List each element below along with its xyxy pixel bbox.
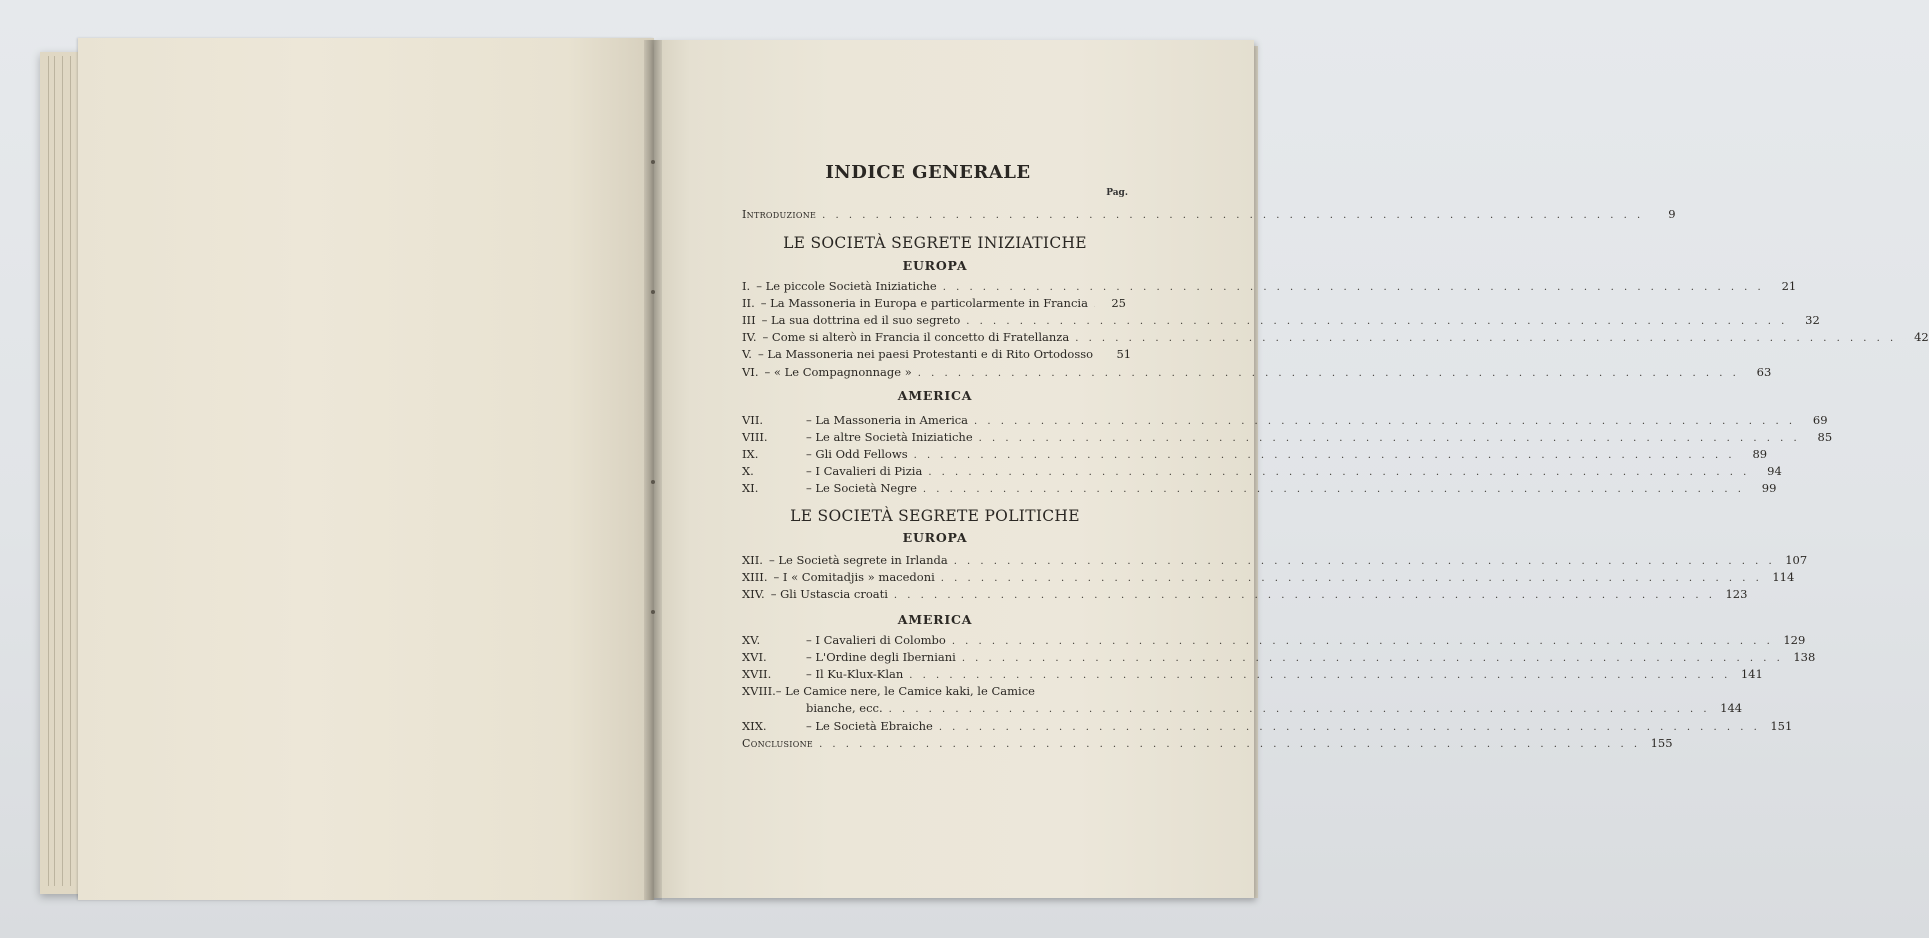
entry-page: 69 — [1812, 413, 1828, 427]
entry-page: 129 — [1783, 633, 1806, 647]
section-title: LE SOCIETÀ SEGRETE INIZIATICHE — [783, 234, 1087, 252]
left-blank-page — [78, 38, 654, 900]
dot-leader: . . . . . . . . . . . . . . . . . . . . . . . . . . . . . . . . . . . . . . . . . . . . . . . . . . . . . . . . . . . . . . — [909, 670, 1731, 682]
binding-stitch — [651, 290, 655, 294]
toc-entry — [742, 429, 1833, 445]
toc-entry-continued — [742, 683, 1126, 699]
entry-page: 107 — [1785, 553, 1808, 567]
toc-entry — [742, 632, 1806, 648]
entry-number: XVIII. — [742, 684, 776, 699]
entry-title: Introduzione — [742, 208, 817, 221]
entry-number: I. — [742, 279, 751, 293]
dot-leader: . . . . . . . . . . . . . . . . . . . . . . . . . . . . . . . . . . . . . . . . . . . . . . . . . . . . . . . . . . . . . . — [822, 210, 1644, 221]
binding-stitch — [651, 480, 655, 484]
entry-page: 32 — [1805, 313, 1820, 328]
entry-title: – La Massoneria nei paesi Protestanti e di Rito Ortodosso — [757, 347, 1094, 362]
entry-number: XV. — [742, 633, 761, 647]
entry-page: 25 — [1111, 296, 1126, 311]
entry-page: 141 — [1740, 667, 1763, 682]
entry-title: – Il Ku-Klux-Klan — [806, 667, 904, 682]
entry-title: – La sua dottrina ed il suo segreto — [761, 313, 961, 328]
entry-page: 89 — [1752, 447, 1768, 462]
entry-title: – Le altre Società Iniziatiche — [806, 430, 973, 445]
entry-page: 21 — [1781, 279, 1797, 293]
toc-entry — [742, 446, 1768, 462]
toc-entry — [742, 700, 1743, 716]
entry-page: 114 — [1772, 570, 1795, 585]
toc-entry — [742, 586, 1748, 602]
entry-number: XIII. — [742, 570, 768, 585]
entry-page: 9 — [1668, 207, 1676, 221]
entry-title: – Le Società Ebraiche — [806, 718, 933, 733]
dot-leader: . . . . . . . . . . . . . . . . . . . . . . . . . . . . . . . . . . . . . . . . . . . . . . . . . . . . . . . . . . . . . . — [819, 739, 1641, 750]
entry-number: XII. — [742, 553, 763, 567]
dot-leader: . . . . . . . . . . . . . . . . . . . . . . . . . . . . . . . . . . . . . . . . . . . . . . . . . . . . . . . . . . . . . . — [913, 450, 1736, 462]
dot-leader: . . . . . . . . . . . . . . . . . . . . . . . . . . . . . . . . . . . . . . . . . . . . . . . . . . . . . . . . . . . . . . — [953, 556, 1776, 567]
binding-stitch — [651, 160, 655, 164]
dot-leader: . . . . . . . . . . . . . . . . . . . . . . . . . . . . . . . . . . . . . . . . . . . . . . . . . . . . . . . . . . . . . . — [893, 590, 1716, 602]
entry-title: – I Cavalieri di Pizia — [806, 464, 923, 479]
dot-leader: . . . . . . . . . . . . . . . . . . . . . . . . . . . . . . . . . . . . . . . . . . . . . . . . . . . . . . . . . . . . . . — [942, 282, 1765, 293]
toc-entry — [742, 312, 1820, 328]
toc-entry — [742, 735, 1673, 751]
entry-number: X. — [742, 464, 754, 479]
toc-entry — [742, 480, 1777, 496]
toc-entry — [742, 364, 1772, 380]
section-title: LE SOCIETÀ SEGRETE POLITICHE — [790, 507, 1080, 525]
entry-number: II. — [742, 296, 755, 311]
region-heading: AMERICA — [897, 612, 973, 627]
entry-title: bianche, ecc. — [806, 701, 883, 716]
entry-title: – Le Società Negre — [806, 481, 917, 496]
entry-page: 63 — [1756, 364, 1772, 379]
entry-number: XVI. — [742, 650, 767, 665]
entry-title: – Le Società segrete in Irlanda — [768, 553, 948, 567]
entry-title: – « Le Compagnonnage » — [764, 364, 912, 379]
entry-title: – I Cavalieri di Colombo — [806, 633, 946, 647]
dot-leader: . . . . . . . . . . . . . . . . . . . . . . . . . . . . . . . . . . . . . . . . . . . . . . . . . . . . . . . . . . . . . . — [1075, 333, 1897, 345]
toc-entry — [742, 649, 1816, 665]
dot-leader: . . . . . . . . . . . . . . . . . . . . . . . . . . . . . . . . . . . . . . . . . . . . . . . . . . . . . . . . . . . . . . — [951, 636, 1774, 647]
dot-leader: . . . . . . . . . . . . . . . . . . . . . . . . . . . . . . . . . . . . . . . . . . . . . . . . . . . . . . . . . . . . . . — [978, 433, 1801, 445]
toc-entry — [742, 552, 1808, 568]
entry-number: XI. — [742, 481, 759, 496]
region-heading: EUROPA — [902, 530, 968, 545]
entry-page: 42 — [1914, 330, 1929, 345]
entry-title: – La Massoneria in America — [806, 413, 969, 427]
page-column-label: Pag. — [1106, 188, 1128, 198]
entry-page: 94 — [1767, 464, 1782, 479]
entry-number: VII. — [742, 413, 764, 427]
entry-title: – Come si alterò in Francia il concetto di Fratellanza — [762, 330, 1070, 345]
dot-leader: . . . . . . . . . . . . . . . . . . . . . . . . . . . . . . . . . . . . . . . . . . . . . . . . . . . . . . . . . . . . . . — [917, 367, 1740, 379]
book-gutter — [644, 40, 662, 900]
dot-leader: . . . . . . . . . . . . . . . . . . . . . . . . . . . . . . . . . . . . . . . . . . . . . . . . . . . . . . . . . . . . . . — [966, 316, 1788, 328]
toc-entry — [742, 206, 1676, 222]
toc-title: INDICE GENERALE — [825, 162, 1031, 183]
entry-page: 155 — [1650, 736, 1673, 750]
dot-leader: . . . . . . . . . . . . . . . . . . . . . . . . . . . . . . . . . . . . . . . . . . . . . . . . . . . . . . . . . . . . . . — [888, 704, 1711, 716]
binding-stitch — [651, 610, 655, 614]
entry-number: V. — [742, 347, 752, 362]
toc-entry — [742, 346, 1132, 362]
entry-title: – Gli Odd Fellows — [806, 447, 908, 462]
dot-leader: . . . . . . . . . . . . . . . . . . . . . . . . . . . . . . . . . . . . . . . . . . . . . . . . . . . . . . . . . . . . . . — [974, 416, 1796, 427]
entry-page: 85 — [1817, 430, 1833, 445]
entry-page: 99 — [1761, 481, 1777, 496]
entry-title: – Le Camice nere, le Camice kaki, le Camice — [775, 684, 1035, 699]
entry-title: – La Massoneria in Europa e particolarmente in Francia — [760, 296, 1088, 311]
entry-page: 151 — [1770, 718, 1793, 733]
entry-page: 51 — [1116, 347, 1132, 362]
toc-entry — [742, 463, 1782, 479]
entry-title: Conclusione — [742, 737, 814, 750]
dot-leader: . . . . . . . . . . . . . . . . . . . . . . . . . . . . . . . . . . . . . . . . . . . . . . . . . . . . . . . . . . . . . . — [922, 484, 1745, 496]
toc-entry — [742, 412, 1828, 428]
toc-entry — [742, 278, 1797, 294]
entry-number: III — [742, 313, 756, 328]
dot-leader: . . . . . . . . . . . . . . . . . . . . . . . . . . . . . . . . . . . . . . . . . . . . . . . . . . . . . . . . . . . . . . — [928, 467, 1750, 479]
entry-number: IV. — [742, 330, 757, 345]
entry-title: – Gli Ustascia croati — [770, 587, 888, 602]
toc-entry — [742, 329, 1929, 345]
region-heading: AMERICA — [897, 388, 973, 403]
entry-title: – L'Ordine degli Iberniani — [806, 650, 956, 665]
entry-title: – Le piccole Società Iniziatiche — [756, 279, 937, 293]
entry-page: 144 — [1720, 701, 1743, 716]
toc-entry — [742, 666, 1763, 682]
entry-number: XVII. — [742, 667, 772, 682]
dot-leader: . . . . . . . . . . . . . . . . . . . . . . . . . . . . . . . . . . . . . . . . . . . . . . . . . . . . . . . . . . . . . . — [940, 573, 1763, 585]
dot-leader: . . . . . . . . . . . . . . . . . . . . . . . . . . . . . . . . . . . . . . . . . . . . . . . . . . . . . . . . . . . . . . — [938, 721, 1761, 733]
entry-page: 138 — [1793, 650, 1816, 665]
toc-entry — [742, 295, 1126, 311]
entry-number: XIV. — [742, 587, 765, 602]
entry-number: XIX. — [742, 718, 767, 733]
entry-number: VIII. — [742, 430, 768, 445]
toc-entry — [742, 718, 1793, 734]
toc-entry — [742, 569, 1795, 585]
entry-title: – I « Comitadjis » macedoni — [773, 570, 935, 585]
dot-leader: . . . . . . . . . . . . . . . . . . . . . . . . . . . . . . . . . . . . . . . . . . . . . . . . . . . . . . . . . . . . . . — [961, 653, 1784, 665]
entry-number: IX. — [742, 447, 759, 462]
entry-number: VI. — [742, 364, 759, 379]
entry-page: 123 — [1725, 587, 1748, 602]
region-heading: EUROPA — [902, 258, 968, 273]
